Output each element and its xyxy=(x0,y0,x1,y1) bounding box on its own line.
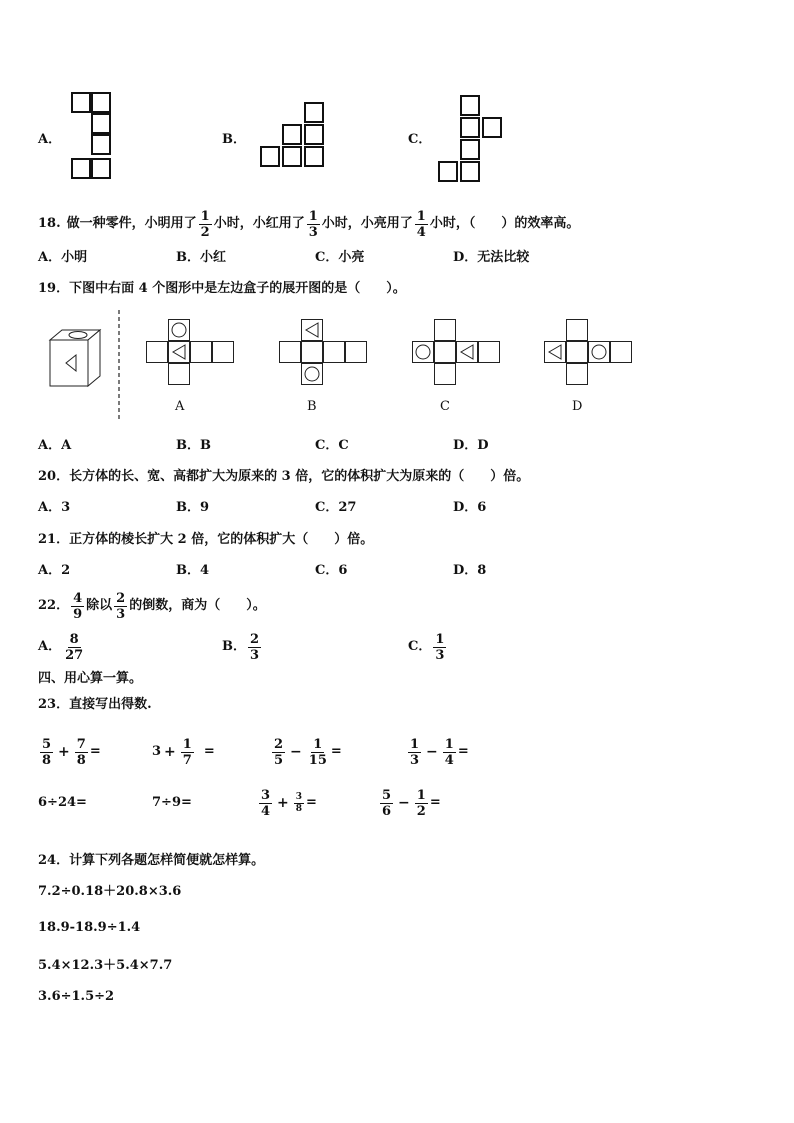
dashed-divider xyxy=(117,310,121,420)
q24-item-1: 7.2÷0.18＋20.8×3.6 xyxy=(38,884,182,899)
q22-text-2: 的倒数，商为（ ）。 xyxy=(129,598,266,613)
q23-expression-5: 6÷24= xyxy=(38,795,87,810)
q18-option-b[interactable]: B．小红 xyxy=(176,250,226,265)
q23-expression-7: $\frac{3}{4}$ + $\frac{3}{8}$ = xyxy=(261,787,317,819)
q17-option-c-label: C． xyxy=(408,132,432,147)
q21-question: 21．正方体的棱长扩大 2 倍，它的体积扩大（ ）倍。 xyxy=(38,532,374,547)
triangle-icon xyxy=(301,319,323,341)
q19-option-c[interactable]: C．C xyxy=(315,438,349,453)
q18-option-a[interactable]: A．小明 xyxy=(38,250,88,265)
q22-fraction-b: $\frac{2}{3}$ xyxy=(116,590,126,622)
q24-item-2: 18.9-18.9÷1.4 xyxy=(38,920,141,935)
circle-icon xyxy=(588,341,610,363)
q18-text-4: 小时，（ ）的效率高。 xyxy=(429,216,580,231)
q18-question xyxy=(38,204,579,244)
q22-option-c-fraction: $\frac{1}{3}$ xyxy=(435,631,445,663)
q22-fraction-a: $\frac{4}{9}$ xyxy=(73,590,83,622)
q24-item-3: 5.4×12.3＋5.4×7.7 xyxy=(38,958,173,973)
q20-question: 20．长方体的长、宽、高都扩大为原来的 3 倍，它的体积扩大为原来的（ ）倍。 xyxy=(38,469,530,484)
q18-option-c[interactable]: C．小亮 xyxy=(315,250,365,265)
q18-option-d[interactable]: D．无法比较 xyxy=(453,250,530,265)
net-c-label: C xyxy=(440,399,450,414)
q17-option-a-label: A． xyxy=(38,132,62,147)
q23-expression-3: $\frac{2}{5}$ − $\frac{1}{15}$ = xyxy=(274,736,342,768)
triangle-icon xyxy=(168,341,190,363)
q20-option-c[interactable]: C．27 xyxy=(315,500,357,515)
net-d-label: D xyxy=(572,399,583,414)
q20-option-a[interactable]: A．3 xyxy=(38,500,71,515)
q20-option-d[interactable]: D．6 xyxy=(453,500,487,515)
q18-text-2: 小时，小红用了 xyxy=(213,216,305,231)
q23-expression-1: $\frac{5}{8}$ + $\frac{7}{8}$ = xyxy=(42,736,101,768)
section-4-title: 四、用心算一算。 xyxy=(38,671,143,686)
q24-item-4: 3.6÷1.5÷2 xyxy=(38,989,115,1004)
q17-option-b-label: B． xyxy=(222,132,246,147)
q19-option-a[interactable]: A．A xyxy=(38,438,72,453)
circle-icon xyxy=(412,341,434,363)
q24-question: 24．计算下列各题怎样简便就怎样算。 xyxy=(38,853,265,868)
q22-text-1: 除以 xyxy=(86,598,113,613)
q22-option-a[interactable]: A． $\frac{8}{27}$ xyxy=(38,631,84,663)
q23-expression-8: $\frac{5}{6}$ − $\frac{1}{2}$ = xyxy=(382,787,441,819)
q23-expression-6: 7÷9= xyxy=(152,795,192,810)
circle-icon xyxy=(301,363,323,385)
triangle-icon xyxy=(456,341,478,363)
q19-option-d[interactable]: D．D xyxy=(453,438,489,453)
q23-question: 23．直接写出得数. xyxy=(38,697,152,712)
q23-expression-4: $\frac{1}{3}$ − $\frac{1}{4}$ = xyxy=(410,736,469,768)
q21-option-b[interactable]: B．4 xyxy=(176,563,210,578)
net-b-label: B xyxy=(307,399,317,414)
q22-option-a-fraction: $\frac{8}{27}$ xyxy=(65,631,84,663)
q23-expression-2: 3 + $\frac{1}{7}$ = xyxy=(152,736,215,768)
net-a-label: A xyxy=(175,399,185,414)
q21-option-d[interactable]: D．8 xyxy=(453,563,487,578)
q22-option-b-fraction: $\frac{2}{3}$ xyxy=(250,631,260,663)
box-cube-icon xyxy=(44,326,104,388)
q18-fraction-1: $\frac{1}{2}$ xyxy=(200,208,210,240)
q22-number: 22． xyxy=(38,598,70,613)
q18-fraction-2: $\frac{1}{3}$ xyxy=(308,208,318,240)
q22-question xyxy=(38,588,266,624)
q18-fraction-3: $\frac{1}{4}$ xyxy=(416,208,426,240)
q18-number: 18. xyxy=(38,216,61,231)
q19-question: 19．下图中右面 4 个图形中是左边盒子的展开图的是（ ）。 xyxy=(38,281,406,296)
q19-option-b[interactable]: B．B xyxy=(176,438,211,453)
q22-option-c[interactable]: C． $\frac{1}{3}$ xyxy=(408,631,445,663)
triangle-icon xyxy=(544,341,566,363)
q21-option-a[interactable]: A．2 xyxy=(38,563,71,578)
q18-text-3: 小时，小亮用了 xyxy=(321,216,413,231)
q22-option-b[interactable]: B． $\frac{2}{3}$ xyxy=(222,631,260,663)
q20-option-b[interactable]: B．9 xyxy=(176,500,210,515)
q18-text-1: 做一种零件，小明用了 xyxy=(66,216,197,231)
q21-option-c[interactable]: C．6 xyxy=(315,563,348,578)
circle-icon xyxy=(168,319,190,341)
